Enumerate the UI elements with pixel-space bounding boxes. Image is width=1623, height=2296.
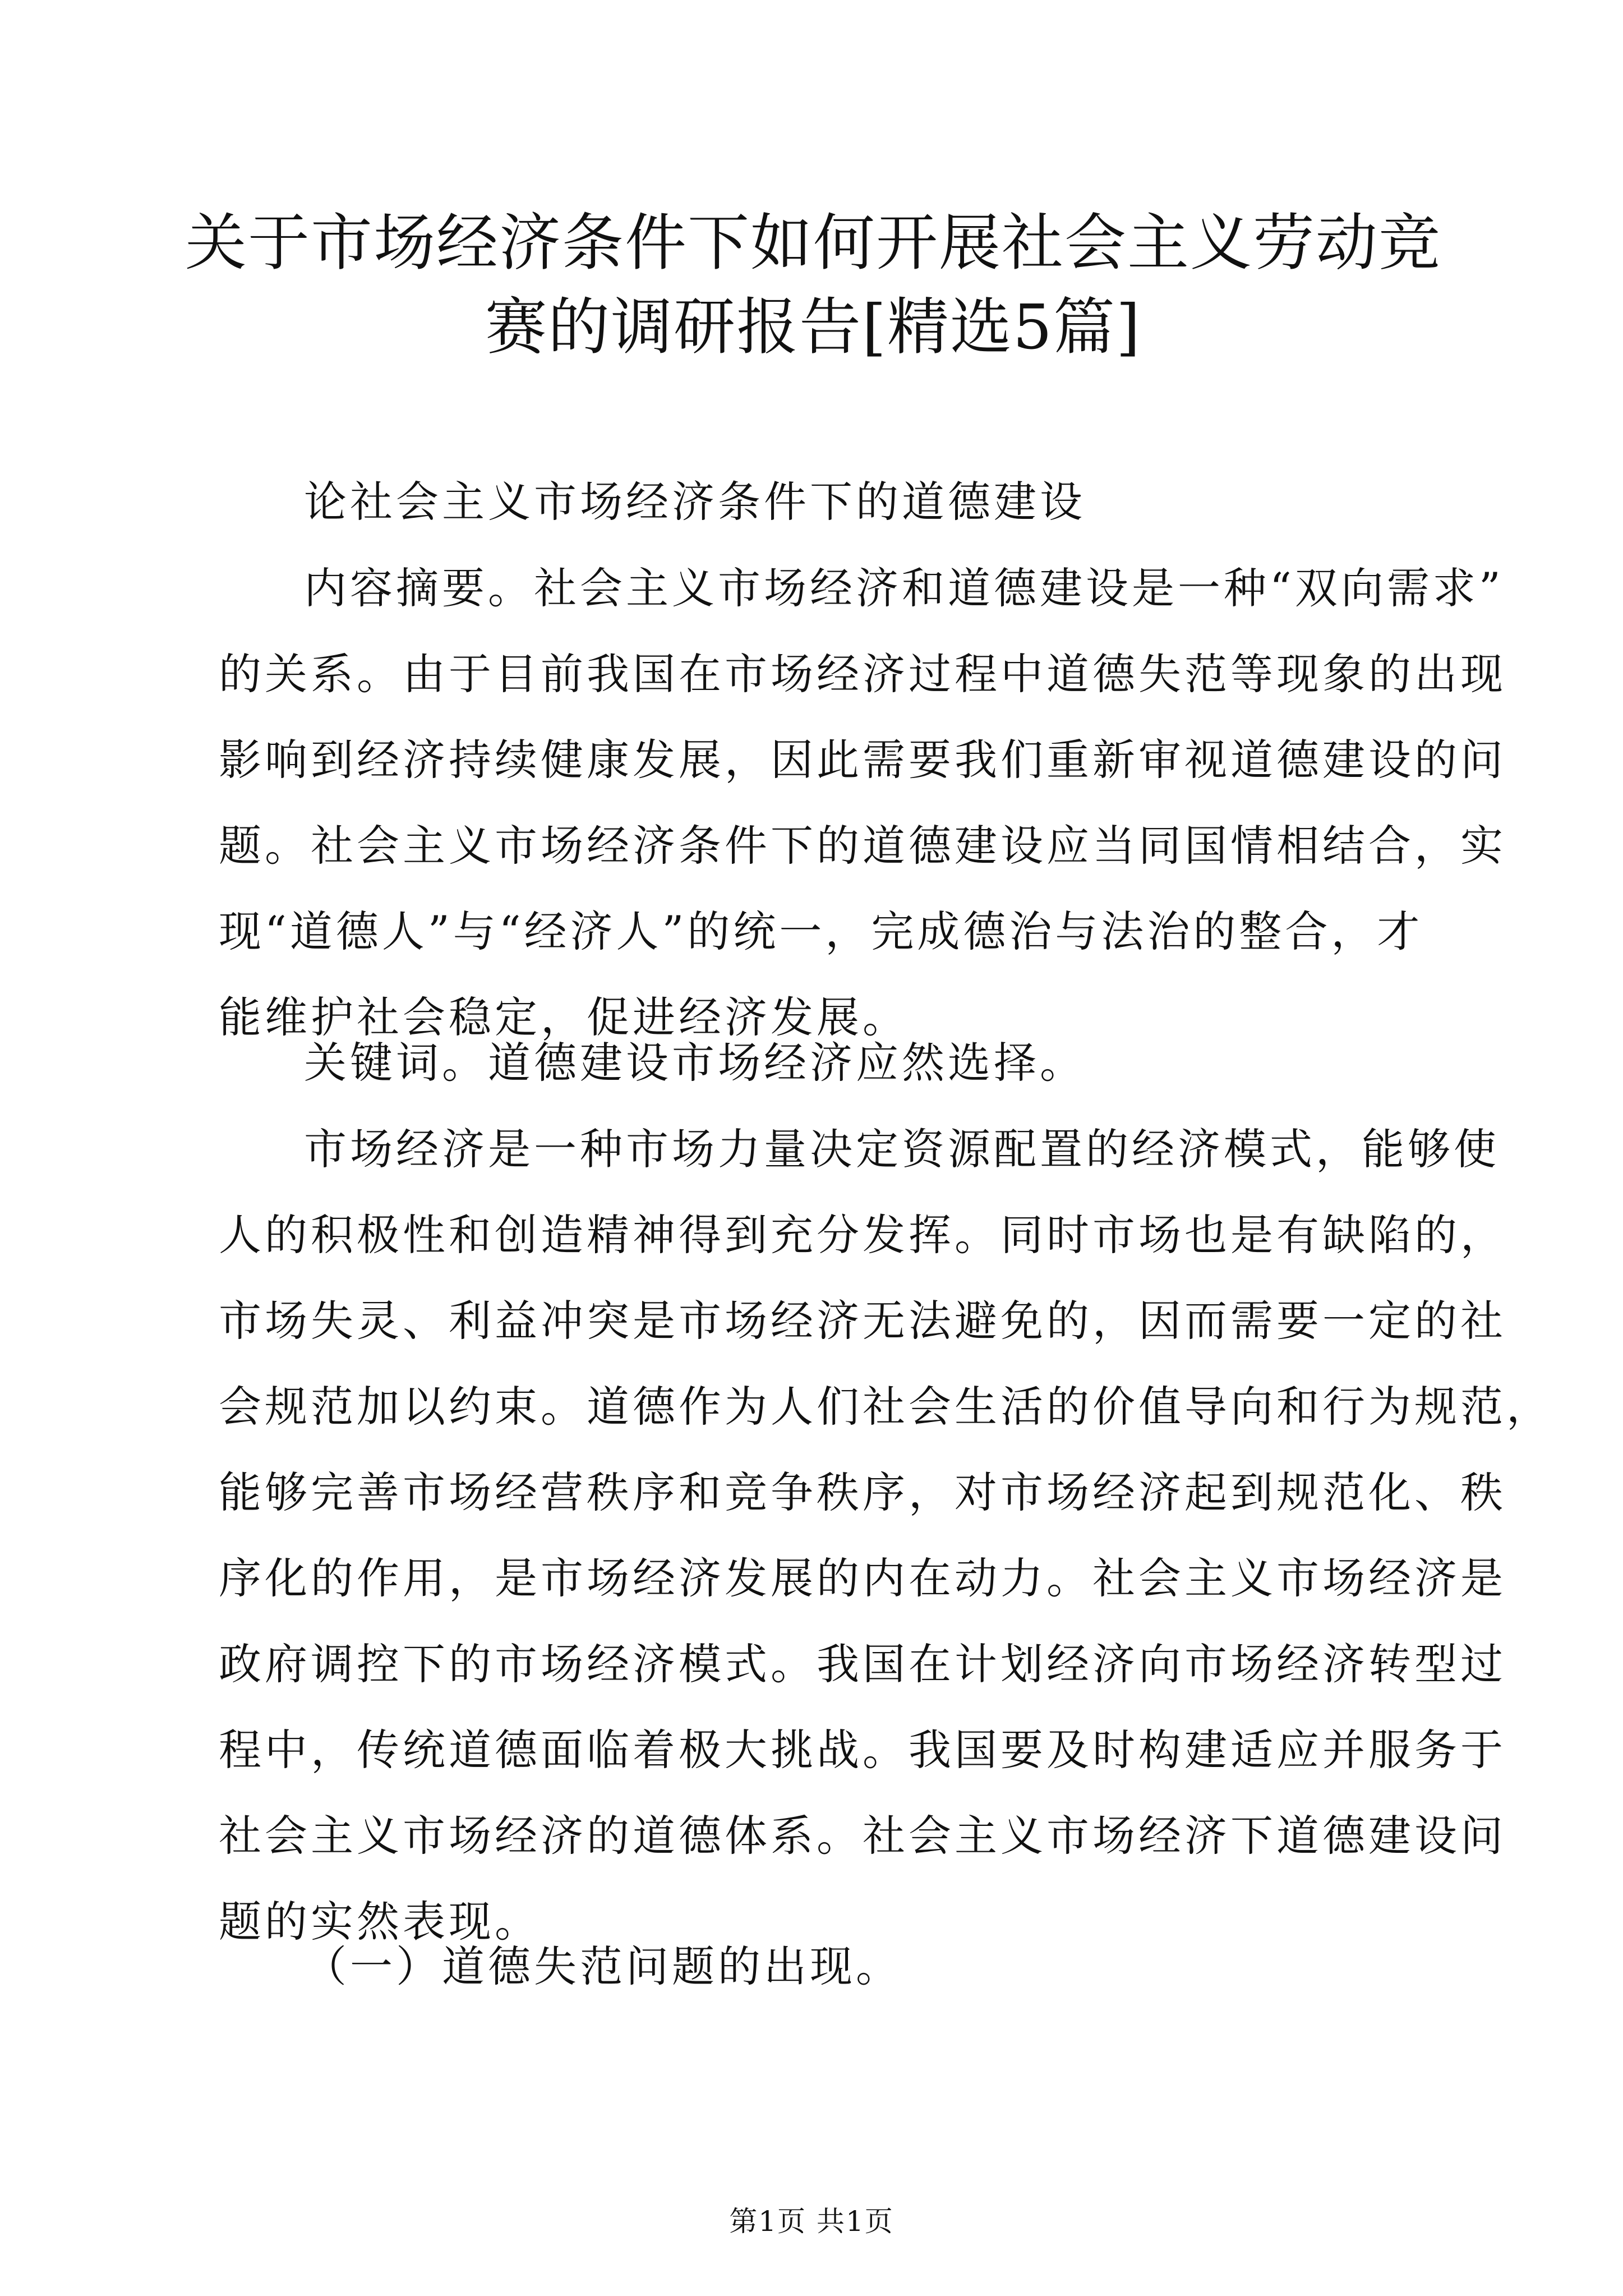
section-heading-paragraph (219, 1924, 1424, 2009)
abstract-line: 内容摘要。社会主义市场经济和道德建设是一种“双向需求” (304, 563, 1504, 613)
body-line: 政府调控下的市场经济模式。我国在计划经济向市场经济转型过 (219, 1639, 1506, 1689)
keywords-paragraph (219, 1020, 1424, 1106)
keywords: 关键词。道德建设市场经济应然选择。 (304, 1038, 1086, 1088)
body-line: 题的实然表现。 (219, 1897, 541, 1947)
title-line-1: 关于市场经济条件下如何开展社会主义劳动竞 (185, 207, 1441, 279)
body-line: 市场失灵、利益冲突是市场经济无法避免的，因而需要一定的社 (219, 1296, 1506, 1346)
abstract-paragraph (219, 545, 1506, 1060)
section-heading: （一）道德失范问题的出现。 (304, 1941, 902, 1991)
body-line: 人的积极性和创造精神得到充分发挥。同时市场也是有缺陷的， (219, 1210, 1506, 1260)
body-line: 社会主义市场经济的道德体系。社会主义市场经济下道德建设问 (219, 1811, 1506, 1861)
abstract-line: 现“道德人”与“经济人”的统一，完成德治与法治的整合，才 (219, 907, 1423, 956)
body-line: 会规范加以约束。道德作为人们社会生活的价值导向和行为规范， (219, 1382, 1552, 1432)
page-footer: 第1页 共1页 (729, 2205, 894, 2238)
title-line-2: 赛的调研报告[精选5篇] (485, 291, 1141, 363)
document-title (168, 201, 1458, 369)
subtitle: 论社会主义市场经济条件下的道德建设 (304, 477, 1086, 527)
body-line: 市场经济是一种市场力量决定资源配置的经济模式，能够使 (304, 1124, 1500, 1174)
abstract-line: 的关系。由于目前我国在市场经济过程中道德失范等现象的出现 (219, 649, 1506, 699)
subtitle-paragraph (219, 459, 1424, 545)
body-line: 程中，传统道德面临着极大挑战。我国要及时构建适应并服务于 (219, 1725, 1506, 1775)
abstract-line: 影响到经济持续健康发展，因此需要我们重新审视道德建设的问 (219, 735, 1506, 785)
abstract-line: 题。社会主义市场经济条件下的道德建设应当同国情相结合，实 (219, 821, 1506, 871)
body-paragraph (219, 1106, 1552, 1964)
abstract-line: 能维护社会稳定，促进经济发展。 (219, 992, 909, 1042)
body-line: 序化的作用，是市场经济发展的内在动力。社会主义市场经济是 (219, 1553, 1506, 1603)
body-line: 能够完善市场经营秩序和竞争秩序，对市场经济起到规范化、秩 (219, 1467, 1506, 1517)
